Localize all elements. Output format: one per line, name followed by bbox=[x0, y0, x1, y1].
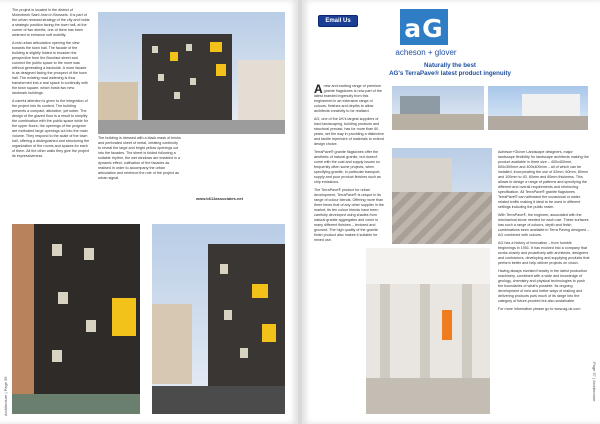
headline-line-2: AG's TerraPave® latest product ingenuity bbox=[389, 70, 511, 77]
headline-line-1: Naturally the best bbox=[424, 62, 476, 69]
right-article-column-1 bbox=[314, 84, 386, 246]
footer-section: Architecture | Page 56 bbox=[3, 376, 8, 416]
contact-paragraph[interactable]: For more information please go to www.ag-uk.com bbox=[498, 307, 581, 311]
paragraph: AG has a history of innovation – from humble beginnings in 1951. It has evolved into a company that works closely and proactively with architects, designers and contractors, developing and supplying products that perform better and help deliver projects on vision. bbox=[498, 241, 590, 265]
paragraph: Anew and exciting range of premium granite flagstones is now part of the latest branded ingenuity from this engineered in an extensive range of colours, finishes and depths to allow architects creativity to be realised. bbox=[314, 82, 382, 113]
building-photo-street bbox=[98, 12, 285, 134]
left-article-column-1 bbox=[12, 8, 90, 162]
footer-section-label: Architecture bbox=[592, 380, 597, 402]
paving-photo-colonnade bbox=[366, 248, 490, 414]
paragraph: Having always invested heavily in the latest production machinery, combined with a wide and knowledge of geology, chemistry and physical technologies to push the boundaries of what's possible. Its ongoing development of new and better ways of making and delivering products puts much of its range into the category of future-proofed but also sustainable. bbox=[498, 269, 588, 303]
left-page bbox=[0, 0, 298, 424]
paragraph: Acheson+Glover Landscape designers, major landscape flexibility for landscape architects making the product available in three size – 400x400mm, 600x300mm and 400x400mm – all of which can be installed, incorporating the use of 42mm, 60mm, 80mm and 100mm to 40, 60mm and 80mm thickness. This allows to design a range of patterns and specifying the different and overall requirements and reinforcing specification. All TerraPave® granite flagstones TerraPave® can withstand the occasional or water-related traffic making it ideal to be used in different settings including the public realm. bbox=[498, 150, 589, 209]
paving-photo-2 bbox=[488, 86, 588, 130]
paragraph: A careful attention is given to the integration of the project into its context. The building presents a compact, attractive, yet sober. The design of the glazed floor is a result to simplify the combination with the public space while for the upper floors, the openings of the program are motivated large openings cut into the main volume. They respond to the scale of the town hall, offering a distinguished and structuring the organization of the rooms and spaces for each of them. All the other walls they give the project its expressiveness. bbox=[12, 99, 90, 158]
building-photo-facade bbox=[12, 224, 140, 414]
paragraph: The project is located in the district of Molenbeek Saint Jean in Brussels. It is part of the urban renewal strategy of the city and holds a strategic position facing the town hall, at the corner of two streets, one of them has been widened to enhance soft mobility. bbox=[12, 8, 90, 37]
paragraph: With TerraPave®, the engineer, associated with the mechanical stone needed for each use. These surfaces has such a range of colours, depth and finish combinations been available in Terra Paving designed – AG combined with colours. bbox=[498, 213, 590, 237]
website-link[interactable]: www.b612associates.net bbox=[196, 196, 243, 201]
email-us-button[interactable]: Email Us bbox=[318, 15, 358, 27]
paragraph: A real urban articulation opening the view towards the town hall. The facade of the building is slightly folded to broaden the perspective from the Brunfaut street and connect the public space to the more was without generating a backside. A more facade is as designed facing the prospect of the town hall. The existing road widening is thus transformed into a real space in continuity with the town square, which hosts two new landmark buildings. bbox=[12, 41, 88, 95]
paving-photo-1 bbox=[392, 86, 484, 130]
paragraph: TerraPave® granite flagstones offer the aesthetic of natural granite, but doesn't come with the cost and supply issues so frequently often some projects, when specifying granite, in particular transport, supply and poor product finishes such as chip emissions. bbox=[314, 150, 381, 184]
footer-page-number: Page 56 bbox=[3, 376, 8, 392]
right-article-column-2 bbox=[498, 150, 590, 315]
footer-section-label: Architecture bbox=[3, 394, 8, 416]
right-page bbox=[302, 0, 600, 424]
logo-company-name: acheson + glover bbox=[395, 48, 457, 57]
logo-letters: aG bbox=[404, 14, 444, 43]
paragraph-text: new and exciting range of premium granite flagstones is now part of the latest branded ingenuity from this engineered in an extensive range of colours, finishes and depths to allow architects creativity to be realised. bbox=[314, 84, 382, 113]
paragraph: The TerraPave® product for urban development, TerraPave® is unique in its range of colour blends. Offering more than three times that of any other supplier in the market, its ten colour blends have been carefully developed using shades from natural granite aggregates and come in many different finishes – textured and grooved. The high quality of the granite finish product also makes it suitable for mixed use. bbox=[314, 188, 384, 242]
paragraph: AG, one of the UK's largest suppliers of hard landscaping, building products and structural precast, has for more than 60 years, set the way in providing a distinctive and tactile repertoire of materials to extend design choice. bbox=[314, 117, 384, 146]
footer-section-right: Page 57 | Architecture bbox=[592, 362, 597, 402]
paragraph: The building is dressed with a black mask of bricks and perforated sheet of metal, creating continuity to reveal the large and bright yellow openings cut into the facades. The sheet is folded following a suitable rhythm, the wet windows are installed in a dynamic effect, cultivation of the facades as realised in order to accompany the urban articulation and reinforce the role of the project as urban signal. bbox=[98, 136, 181, 180]
acheson-glover-logo bbox=[400, 9, 448, 45]
building-photo-corner bbox=[152, 224, 285, 414]
article-headline bbox=[350, 62, 550, 78]
footer-page-number: Page 57 bbox=[592, 362, 597, 377]
paving-photo-3 bbox=[392, 148, 492, 244]
left-article-column-2 bbox=[98, 136, 182, 184]
